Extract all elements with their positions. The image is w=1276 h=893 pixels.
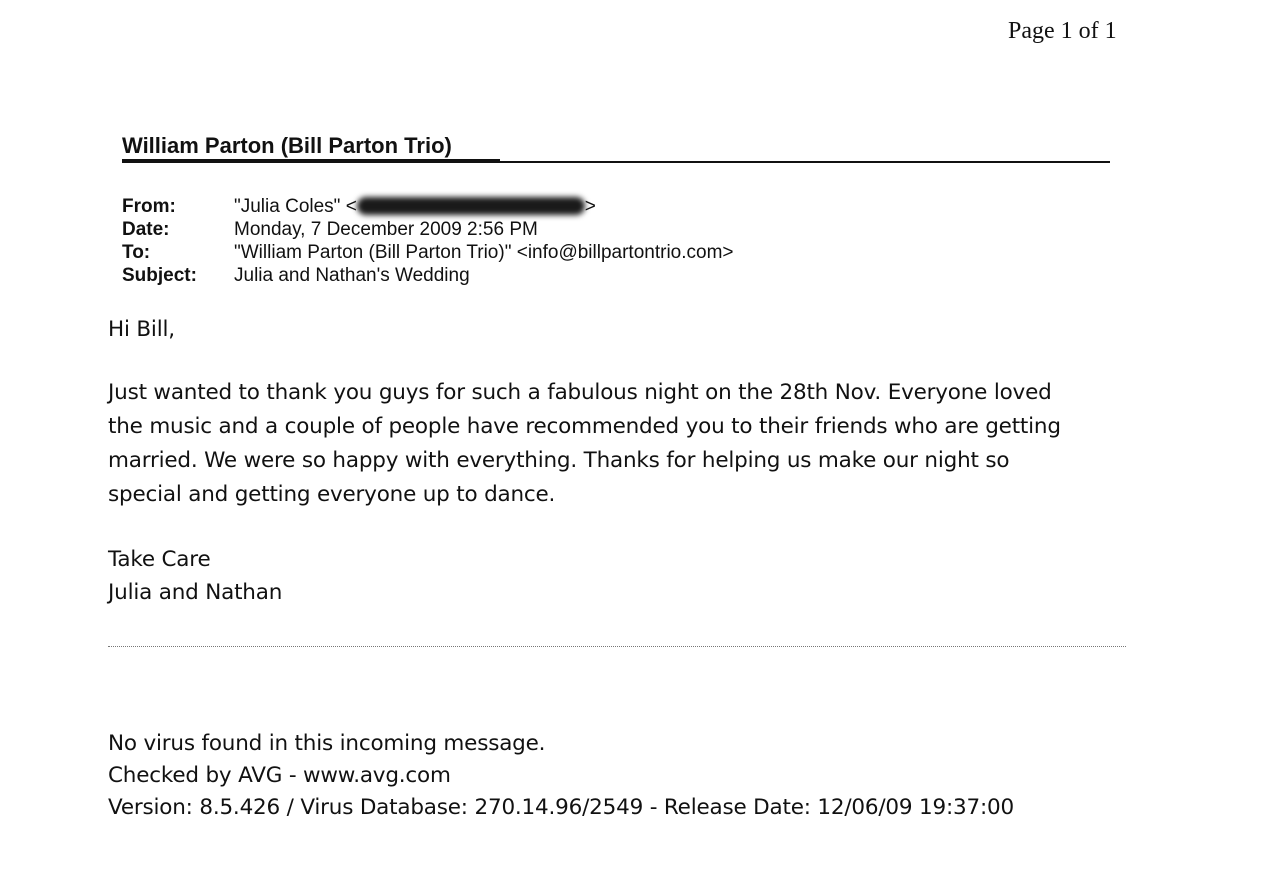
email-closing <box>108 543 282 609</box>
to-label: To: <box>122 242 151 263</box>
date-value: Monday, 7 December 2009 2:56 PM <box>234 219 538 240</box>
email-paragraph <box>108 376 1118 512</box>
to-value: "William Parton (Bill Parton Trio)" <info@billpartontrio.com> <box>234 242 734 263</box>
antivirus-footer <box>108 728 1014 824</box>
footer-line-version: Version: 8.5.426 / Virus Database: 270.14.96/2549 - Release Date: 12/06/09 19:37:00 <box>108 795 1014 820</box>
subject-value: Julia and Nathan's Wedding <box>234 265 470 286</box>
date-row <box>122 218 734 241</box>
from-row <box>122 195 734 218</box>
footer-line-virus: No virus found in this incoming message. <box>108 731 546 756</box>
from-value <box>234 195 596 218</box>
page-number: Page 1 of 1 <box>1008 18 1117 44</box>
signature: Julia and Nathan <box>108 580 283 605</box>
paragraph-line: the music and a couple of people have recommended you to their friends who are getting <box>108 414 1061 439</box>
to-row <box>122 241 734 264</box>
redacted-email-mark <box>357 197 585 215</box>
paragraph-line: special and getting everyone up to dance. <box>108 482 556 507</box>
footer-line-checked: Checked by AVG - www.avg.com <box>108 763 451 788</box>
paragraph-line: married. We were so happy with everything. Thanks for helping us make our night so <box>108 448 1010 473</box>
subject-label: Subject: <box>122 265 197 286</box>
from-sender: "Julia Coles" < <box>234 196 357 217</box>
from-label: From: <box>122 196 176 217</box>
mail-title: William Parton (Bill Parton Trio) <box>122 133 452 158</box>
subject-row <box>122 264 734 287</box>
paragraph-line: Just wanted to thank you guys for such a fabulous night on the 28th Nov. Everyone loved <box>108 380 1052 405</box>
closing-line: Take Care <box>108 547 211 572</box>
email-greeting: Hi Bill, <box>108 317 175 342</box>
date-label: Date: <box>122 219 170 240</box>
from-suffix: > <box>584 196 596 217</box>
footer-divider <box>108 646 1126 647</box>
email-headers <box>122 195 734 287</box>
title-divider <box>122 161 1110 163</box>
